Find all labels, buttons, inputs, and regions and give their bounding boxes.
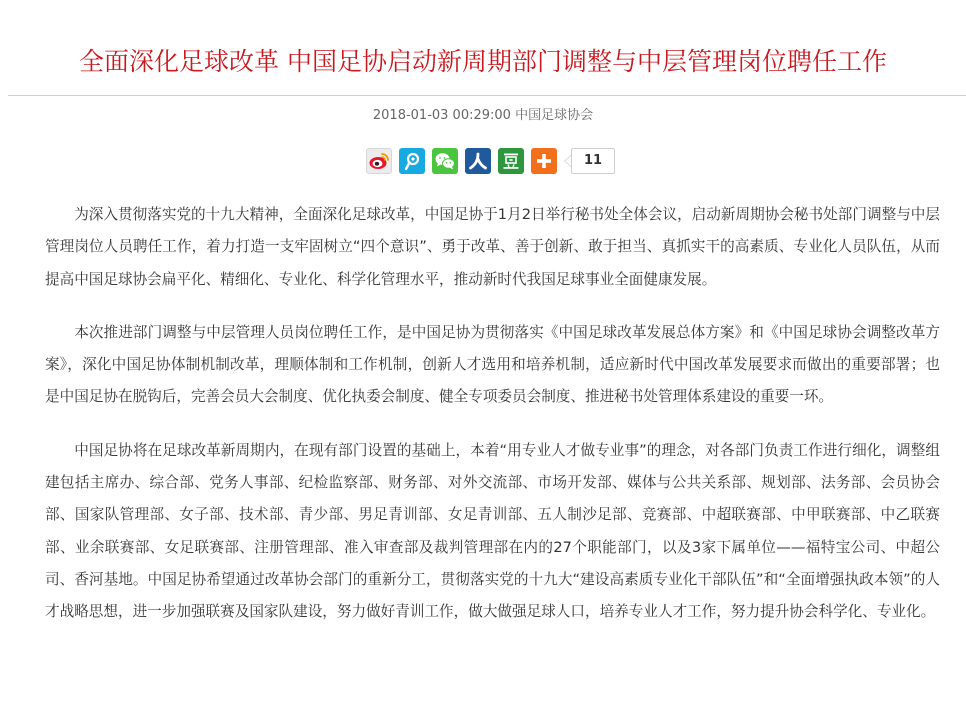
article-meta <box>0 105 966 127</box>
article-paragraph: 为深入贯彻落实党的十九大精神，全面深化足球改革，中国足协于1月2日举行秘书处全体会议，启动新周期协会秘书处部门调整与中层管理岗位人员聘任工作，着力打造一支牢固树立“四个意识”、勇于改革、善于创新、敢于担当、真抓实干的高素质、专业化人员队伍，从而提高中国足球协会扁平化、精细化、专业化、科学化管理水平，推动新时代我国足球事业全面健康发展。 <box>45 206 940 288</box>
share-more-button[interactable] <box>531 148 557 174</box>
share-count-value: 11 <box>571 148 615 174</box>
article-title: 全面深化足球改革 中国足协启动新周期部门调整与中层管理岗位聘任工作 <box>79 47 887 76</box>
share-renren-button[interactable] <box>465 148 491 174</box>
plus-icon <box>535 152 553 170</box>
publish-date: 2018-01-03 00:29:00 <box>372 108 511 123</box>
share-weibo-button[interactable] <box>366 148 392 174</box>
share-tencent-weibo-button[interactable] <box>399 148 425 174</box>
renren-icon <box>468 151 488 171</box>
tencent-weibo-icon <box>402 151 422 171</box>
article-paragraph: 本次推进部门调整与中层管理人员岗位聘任工作，是中国足协为贯彻落实《中国足球改革发展总体方案》和《中国足球协会调整改革方案》，深化中国足协体制机制改革，理顺体制和工作机制，创新人才选用和培养机制，适应新时代中国改革发展要求而做出的重要部署；也是中国足协在脱钩后，完善会员大会制度、优化执委会制度、健全专项委员会制度、推进秘书处管理体系建设的重要一环。 <box>45 323 940 406</box>
article-paragraph: 中国足协将在足球改革新周期内，在现有部门设置的基础上，本着“用专业人才做专业事”的理念，对各部门负责工作进行细化，调整组建包括主席办、综合部、党务人事部、纪检监察部、财务部、对外交流部、市场开发部、媒体与公共关系部、规划部、法务部、会员协会部、国家队管理部、女子部、技术部、青少部、男足青训部、女足青训部、五人制沙足部、竞赛部、中超联赛部、中甲联赛部、中乙联赛部、业余联赛部、女足联赛部、注册管理部、准入审查部及裁判管理部在内的27个职能部门，以及3家下属单位——福特宝公司、中超公司、香河基地。中国足协希望通过改革协会部门的重新分工，贯彻落实党的十九大“建设高素质专业化干部队伍”和“全面增强执政本领”的人才战略思想，进一步加强联赛及国家队建设，努力做好青训工作，做大做强足球人口，培养专业人才工作，努力提升协会科学化、专业化。 <box>45 441 940 621</box>
wechat-icon <box>434 151 456 171</box>
douban-icon <box>501 151 521 171</box>
article-body <box>45 199 940 650</box>
article-source: 中国足球协会 <box>515 108 594 123</box>
weibo-icon <box>368 151 390 171</box>
share-count[interactable] <box>564 148 615 174</box>
share-wechat-button[interactable] <box>432 148 458 174</box>
share-douban-button[interactable] <box>498 148 524 174</box>
share-count-arrow <box>564 155 571 167</box>
share-bar <box>366 147 615 175</box>
title-divider <box>8 95 966 96</box>
